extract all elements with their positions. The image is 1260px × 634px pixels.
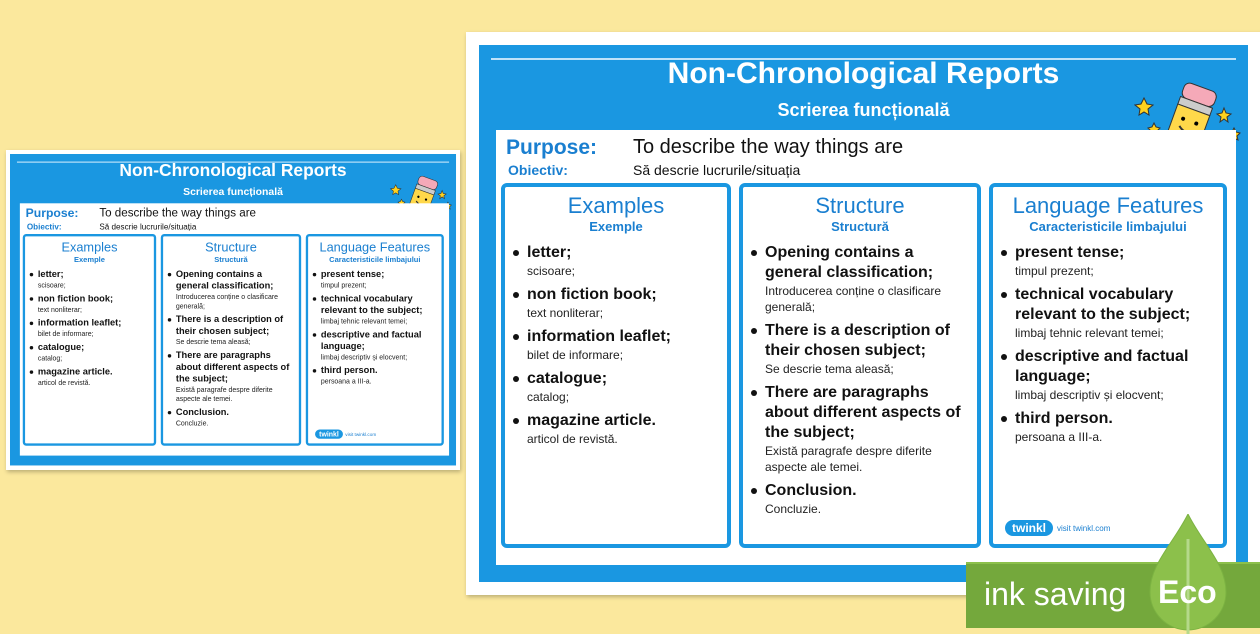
column-subheading: Structură [831, 219, 889, 234]
item-romanian: scisoare; [527, 264, 576, 278]
item-english: descriptive and factual language; [1015, 348, 1189, 385]
column-subheading: Exemple [589, 219, 643, 234]
list-item [1001, 347, 1215, 403]
item-romanian: limbaj descriptiv și elocvent; [1015, 388, 1164, 402]
item-english: magazine article. [37, 366, 113, 377]
list-item [751, 383, 969, 475]
twinkl-url: visit twinkl.com [1057, 523, 1111, 533]
list-item [30, 342, 149, 363]
objective-label: Obiectiv: [508, 162, 568, 178]
twinkl-logo [315, 430, 376, 439]
item-english: non fiction book; [37, 293, 114, 304]
list-item [168, 407, 294, 428]
content-area [20, 203, 449, 455]
item-romanian: persoana a III-a. [320, 377, 372, 386]
large-card-panel [479, 45, 1248, 582]
list-item [751, 481, 969, 517]
column-subheading: Caracteristicile limbajului [329, 254, 421, 264]
structure-column [161, 234, 301, 446]
item-english: letter; [527, 244, 572, 261]
item-english: There are paragraphs about different aspects of the subject; [765, 384, 961, 441]
structure-column [739, 183, 981, 548]
list-item [513, 327, 719, 363]
column-heading: Examples [567, 193, 665, 218]
item-romanian: catalog; [527, 390, 570, 404]
twinkl-url: visit twinkl.com [345, 431, 377, 437]
item-romanian: limbaj descriptiv și elocvent; [320, 352, 408, 362]
list-item [1001, 243, 1215, 279]
list-item [313, 329, 437, 361]
small-card [6, 150, 460, 470]
item-english: catalogue; [37, 342, 85, 353]
purpose-text: To describe the way things are [633, 136, 904, 158]
item-english: technical vocabulary relevant to the subject; [320, 293, 423, 316]
list-item [1001, 409, 1215, 445]
purpose-label: Purpose: [25, 206, 79, 221]
list-item [513, 369, 719, 405]
item-english: There are paragraphs about different aspects of the subject; [175, 350, 290, 384]
small-card-panel [10, 154, 456, 465]
language-features-column [306, 234, 444, 446]
column-heading: Language Features [319, 239, 431, 255]
item-romanian: timpul prezent; [1015, 264, 1094, 278]
item-romanian: Se descrie tema aleasă; [175, 337, 251, 346]
item-romanian: bilet de informare; [37, 329, 94, 338]
column-heading: Examples [61, 239, 118, 255]
objective-text: Să descrie lucrurile/situația [633, 162, 801, 178]
item-romanian: limbaj tehnic relevant temei; [1015, 326, 1164, 340]
item-romanian: scisoare; [37, 281, 66, 290]
list-item [751, 243, 969, 315]
list-item [30, 293, 149, 314]
item-romanian: Concluzie. [765, 502, 822, 516]
item-romanian: bilet de informare; [527, 348, 624, 362]
item-english: third person. [1015, 410, 1113, 427]
column-subheading: Structură [214, 254, 248, 264]
item-english: third person. [320, 365, 378, 376]
list-item [313, 293, 437, 325]
item-english: present tense; [320, 269, 385, 280]
item-romanian: Concluzie. [175, 419, 209, 428]
item-romanian: articol de revistă. [37, 378, 91, 387]
list-item [30, 318, 149, 339]
eco-label: Eco [1158, 574, 1217, 610]
list-item [751, 321, 969, 377]
item-english: letter; [37, 269, 64, 280]
examples-column [23, 234, 156, 446]
large-card [466, 32, 1260, 595]
list-item [1001, 285, 1215, 341]
item-english: Opening contains a general classification; [175, 269, 274, 291]
column-heading: Structure [205, 239, 257, 255]
list-item [313, 269, 437, 290]
item-english: magazine article. [527, 412, 656, 429]
twinkl-logo [1005, 520, 1110, 536]
purpose-text: To describe the way things are [99, 206, 257, 220]
item-romanian: text nonliterar; [527, 306, 604, 320]
item-english: Conclusion. [175, 407, 229, 418]
list-item [30, 269, 149, 290]
card-subtitle: Scrierea funcțională [777, 100, 950, 120]
item-english: There is a description of their chosen subject; [175, 314, 284, 337]
item-english: There is a description of their chosen subject; [765, 322, 950, 359]
item-english: technical vocabulary relevant to the subject; [1015, 286, 1191, 323]
item-english: descriptive and factual language; [320, 329, 422, 352]
item-romanian: catalog; [37, 354, 63, 363]
item-romanian: timpul prezent; [320, 281, 367, 290]
item-romanian: text nonliterar; [37, 305, 82, 314]
item-romanian: Există paragrafe despre diferite aspecte ale temei. [175, 385, 273, 403]
list-item [513, 411, 719, 447]
objective-text: Să descrie lucrurile/situația [99, 221, 197, 232]
card-subtitle: Scrierea funcțională [183, 185, 283, 198]
twinkl-logo-text: twinkl [315, 430, 343, 439]
card-title: Non-Chronological Reports [119, 160, 347, 181]
twinkl-logo-text: twinkl [1005, 520, 1053, 536]
item-english: catalogue; [527, 370, 608, 387]
column-heading: Structure [815, 193, 905, 218]
item-english: information leaflet; [527, 328, 672, 345]
item-english: non fiction book; [527, 286, 657, 303]
language-features-column [989, 183, 1227, 548]
item-romanian: articol de revistă. [527, 432, 618, 446]
item-english: information leaflet; [37, 318, 122, 328]
list-item [513, 243, 719, 279]
item-romanian: limbaj tehnic relevant temei; [320, 316, 408, 326]
item-romanian: Se descrie tema aleasă; [765, 362, 894, 376]
list-item [30, 366, 149, 387]
column-subheading: Exemple [73, 254, 105, 264]
column-subheading: Caracteristicile limbajului [1029, 219, 1187, 234]
item-english: Conclusion. [765, 482, 857, 499]
item-romanian: Introducerea conține o clasificare generală; [175, 292, 279, 311]
list-item [313, 365, 437, 386]
examples-column [501, 183, 731, 548]
content-area [496, 130, 1236, 565]
card-title: Non-Chronological Reports [667, 57, 1060, 90]
purpose-label: Purpose: [506, 136, 598, 159]
list-item [168, 269, 294, 311]
list-item [513, 285, 719, 321]
list-item [168, 350, 294, 403]
list-item [168, 314, 294, 346]
item-romanian: persoana a III-a. [1015, 430, 1103, 444]
column-heading: Language Features [1012, 193, 1204, 218]
item-english: Opening contains a general classification; [765, 244, 934, 281]
objective-label: Obiectiv: [26, 221, 62, 232]
item-romanian: Introducerea conține o clasificare generală; [765, 284, 942, 314]
item-romanian: Există paragrafe despre diferite aspecte ale temei. [765, 444, 932, 474]
item-english: present tense; [1015, 244, 1125, 261]
ink-saving-text: ink saving [984, 576, 1127, 612]
